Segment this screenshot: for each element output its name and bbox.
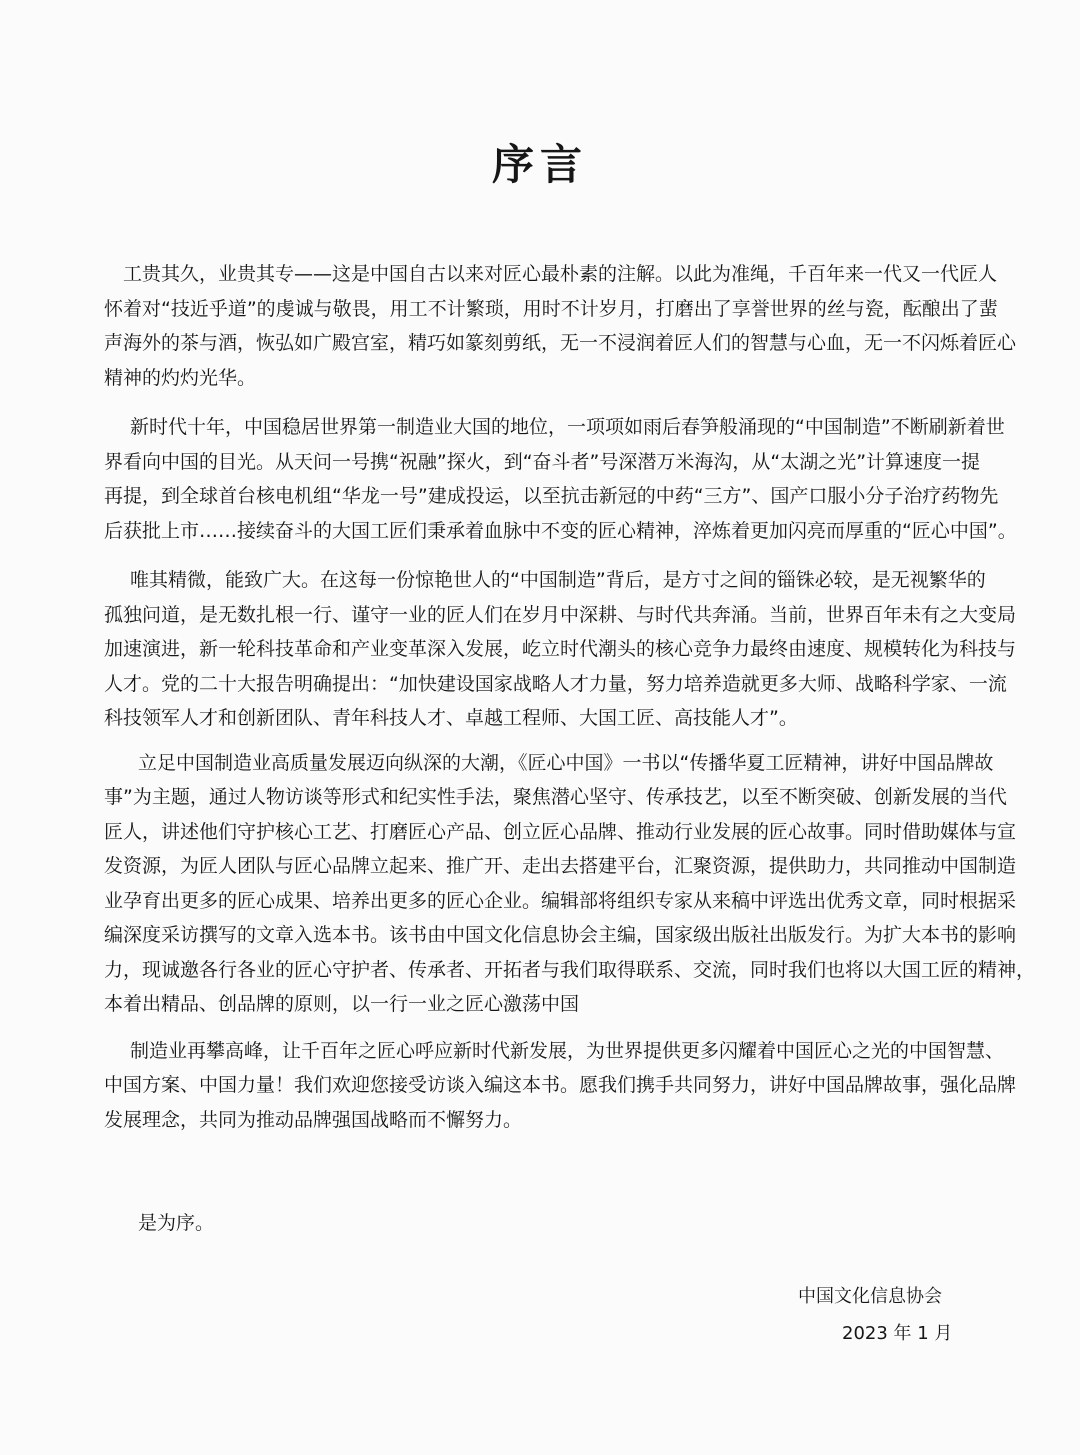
paragraph-line: 中国方案、中国力量！我们欢迎您接受访谈入编这本书。愿我们携手共同努力，讲好中国品牌故事，强化品牌 — [104, 1074, 1017, 1096]
paragraph-line: 界看向中国的目光。从天问一号携“祝融”探火，到“奋斗者”号深潜万米海沟，从“太湖之光”计算速度一提 — [104, 450, 981, 473]
paragraph-line: 怀着对“技近乎道”的虔诚与敬畏，用工不计繁琐，用时不计岁月，打磨出了享誉世界的丝与瓷，酝酿出了蜚 — [104, 297, 998, 320]
paragraph-1 — [104, 257, 1017, 395]
paragraph-line: 业孕育出更多的匠心成果、培养出更多的匠心企业。编辑部将组织专家从来稿中评选出优秀文章，同时根据采 — [104, 889, 1017, 912]
paragraph-line: 力，现诚邀各行各业的匠心守护者、传承者、开拓者与我们取得联系、交流，同时我们也将以大国工匠的精神， — [104, 958, 1036, 981]
paragraph-line: 声海外的茶与酒，恢弘如广殿宫室，精巧如篆刻剪纸，无一不浸润着匠人们的智慧与心血，无一不闪烁着匠心 — [104, 332, 1017, 354]
paragraph-line: 孤独问道，是无数扎根一行、谨守一业的匠人们在岁月中深耕、与时代共奔涌。当前，世界百年未有之大变局 — [104, 603, 1017, 626]
preface-body — [104, 257, 1036, 1149]
paragraph-line: 发资源，为匠人团队与匠心品牌立起来、推广开、走出去搭建平台，汇聚资源，提供助力，共同推动中国制造 — [104, 855, 1017, 877]
closing-line: 是为序。 — [138, 1212, 215, 1234]
paragraph-line: 事”为主题，通过人物访谈等形式和纪实性手法，聚焦潜心坚守、传承技艺，以至不断突破、创新发展的当代 — [104, 786, 1007, 808]
paragraph-line: 精神的灼灼光华。 — [104, 366, 257, 389]
paragraph-line: 后获批上市……接续奋斗的大国工匠们秉承着血脉中不变的匠心精神，淬炼着更加闪亮而厚重的“匠心中国”。 — [104, 519, 1017, 542]
paragraph-5 — [104, 1034, 1017, 1138]
paragraph-line: 编深度采访撰写的文章入选本书。该书由中国文化信息协会主编，国家级出版社出版发行。为扩大本书的影响 — [104, 924, 1017, 946]
paragraph-line: 工贵其久，业贵其专——这是中国自古以来对匠心最朴素的注解。以此为准绳，千百年来一代又一代匠人 — [123, 263, 998, 285]
signature-date: 2023 年 1 月 — [842, 1323, 953, 1344]
paragraph-line: 本着出精品、创品牌的原则，以一行一业之匠心激荡中国 — [104, 993, 580, 1015]
page-title: 序言 — [491, 140, 588, 189]
paragraph-line: 匠人，讲述他们守护核心工艺、打磨匠心产品、创立匠心品牌、推动行业发展的匠心故事。同时借助媒体与宣 — [104, 820, 1017, 843]
paragraph-line: 立足中国制造业高质量发展迈向纵深的大潮，《匠心中国》一书以“传播华夏工匠精神，讲好中国品牌故 — [138, 751, 994, 774]
paragraph-line: 人才。党的二十大报告明确提出：“加快建设国家战略人才力量，努力培养造就更多大师、战略科学家、一流 — [104, 672, 1007, 695]
paragraph-3 — [104, 563, 1017, 736]
paragraph-line: 发展理念，共同为推动品牌强国战略而不懈努力。 — [104, 1108, 523, 1131]
paragraph-line: 科技领军人才和创新团队、青年科技人才、卓越工程师、大国工匠、高技能人才”。 — [104, 707, 798, 729]
paragraph-line: 唯其精微，能致广大。在这每一份惊艳世人的“中国制造”背后，是方寸之间的锱铢必较，是无视繁华的 — [130, 569, 986, 591]
paragraph-line: 新时代十年，中国稳居世界第一制造业大国的地位，一项项如雨后春笋般涌现的“中国制造”不断刷新着世 — [130, 416, 1005, 438]
signature-organization: 中国文化信息协会 — [798, 1286, 942, 1307]
paragraph-4 — [104, 746, 1036, 1022]
paragraph-2 — [104, 410, 1017, 548]
paragraph-line: 制造业再攀高峰，让千百年之匠心呼应新时代新发展，为世界提供更多闪耀着中国匠心之光的中国智慧、 — [130, 1039, 1005, 1062]
paragraph-line: 加速演进，新一轮科技革命和产业变革深入发展，屹立时代潮头的核心竞争力最终由速度、规模转化为科技与 — [104, 638, 1017, 660]
paragraph-line: 再提，到全球首台核电机组“华龙一号”建成投运，以至抗击新冠的中药“三方”、国产口服小分子治疗药物先 — [104, 485, 999, 507]
